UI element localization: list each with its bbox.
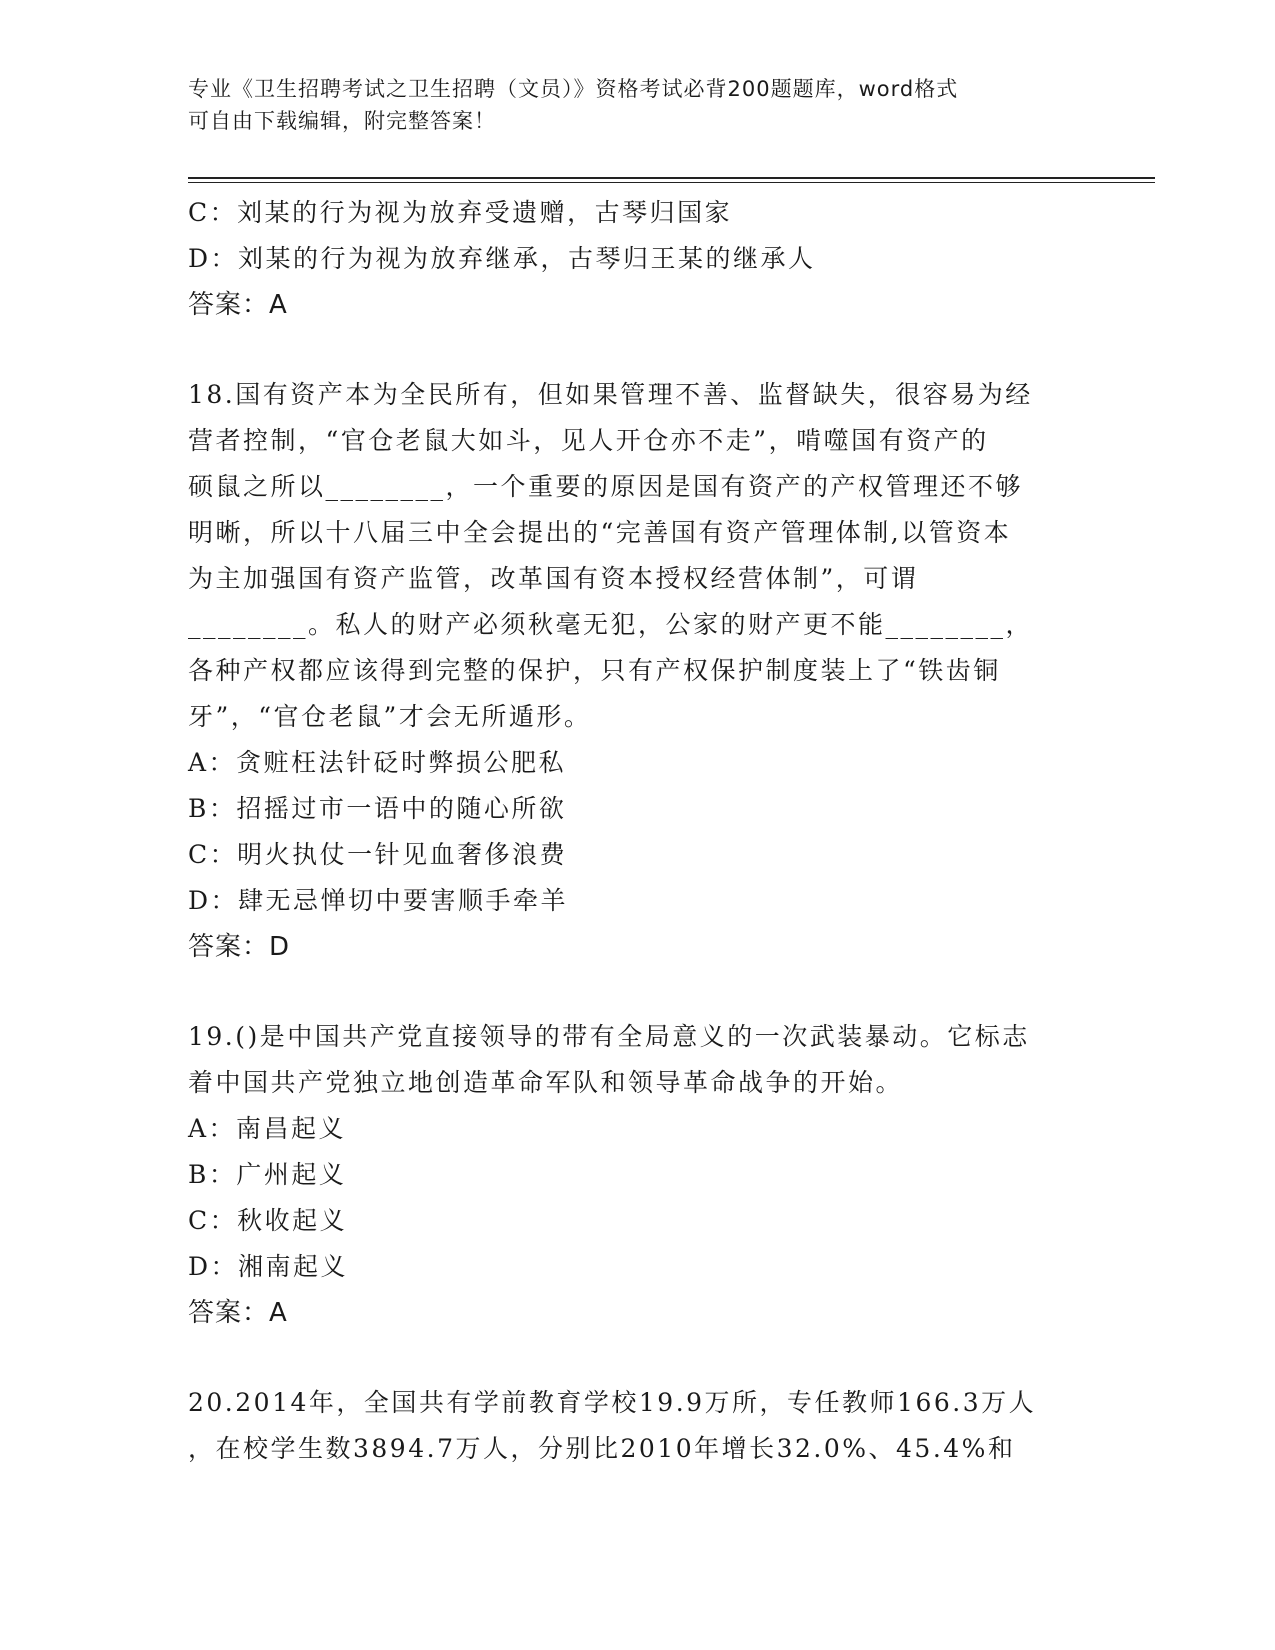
q20-stem-line: 20.2014年，全国共有学前教育学校19.9万所，专任教师166.3万人 <box>188 1388 1037 1417</box>
q18-option-a: A：贪赃枉法针砭时弊损公肥私 <box>188 748 567 777</box>
header-divider-thin <box>188 182 1155 183</box>
q17-option-d: D：刘某的行为视为放弃继承，古琴归王某的继承人 <box>188 244 816 273</box>
q19-stem <box>188 1014 1088 1106</box>
q17-answer: 答案：A <box>188 290 288 320</box>
q18-option-b: B：招摇过市一语中的随心所欲 <box>188 794 567 823</box>
q18-stem <box>188 372 1088 740</box>
spacer <box>188 970 1088 1014</box>
q18-stem-line: 为主加强国有资产监管，改革国有资本授权经营体制”，可谓 <box>188 564 919 593</box>
spacer <box>188 1336 1088 1380</box>
q19-option-c: C：秋收起义 <box>188 1206 348 1235</box>
q19-option-d: D：湘南起义 <box>188 1252 349 1281</box>
q18-option-c: C：明火执仗一针见血奢侈浪费 <box>188 840 568 869</box>
page-header <box>188 73 1068 137</box>
question-18 <box>188 372 1088 970</box>
q18-stem-line: 硕鼠之所以________，一个重要的原因是国有资产的产权管理还不够 <box>188 472 1024 501</box>
question-content <box>188 190 1088 1472</box>
question-19 <box>188 1014 1088 1336</box>
q20-stem-line: ，在校学生数3894.7万人，分别比2010年增长32.0%、45.4%和 <box>188 1434 1016 1463</box>
q18-stem-line: 18.国有资产本为全民所有，但如果管理不善、监督缺失，很容易为经 <box>188 380 1033 409</box>
q19-option-b: B：广州起义 <box>188 1160 347 1189</box>
question-17-tail <box>188 190 1088 328</box>
spacer <box>188 328 1088 372</box>
header-title-line-1: 专业《卫生招聘考试之卫生招聘（文员）》资格考试必背200题题库，word格式 <box>188 77 959 101</box>
q17-option-c: C：刘某的行为视为放弃受遗赠，古琴归国家 <box>188 198 733 227</box>
header-title-line-2: 可自由下载编辑，附完整答案！ <box>188 109 496 133</box>
q18-stem-line: ________。私人的财产必须秋毫无犯，公家的财产更不能________， <box>188 610 1034 639</box>
q18-stem-line: 各种产权都应该得到完整的保护，只有产权保护制度装上了“铁齿铜 <box>188 656 1001 685</box>
q18-option-d: D：肆无忌惮切中要害顺手牵羊 <box>188 886 569 915</box>
q18-stem-line: 牙”，“官仓老鼠”才会无所遁形。 <box>188 702 592 731</box>
q18-answer: 答案：D <box>188 932 291 962</box>
question-20 <box>188 1380 1088 1472</box>
q18-stem-line: 明晰，所以十八届三中全会提出的“完善国有资产管理体制,以管资本 <box>188 518 1012 547</box>
q19-answer: 答案：A <box>188 1298 288 1328</box>
q19-stem-line: 19.()是中国共产党直接领导的带有全局意义的一次武装暴动。它标志 <box>188 1022 1030 1051</box>
q19-stem-line: 着中国共产党独立地创造革命军队和领导革命战争的开始。 <box>188 1068 904 1097</box>
q19-option-a: A：南昌起义 <box>188 1114 347 1143</box>
q18-stem-line: 营者控制，“官仓老鼠大如斗，见人开仓亦不走”，啃噬国有资产的 <box>188 426 989 455</box>
header-divider-thick <box>188 177 1155 179</box>
